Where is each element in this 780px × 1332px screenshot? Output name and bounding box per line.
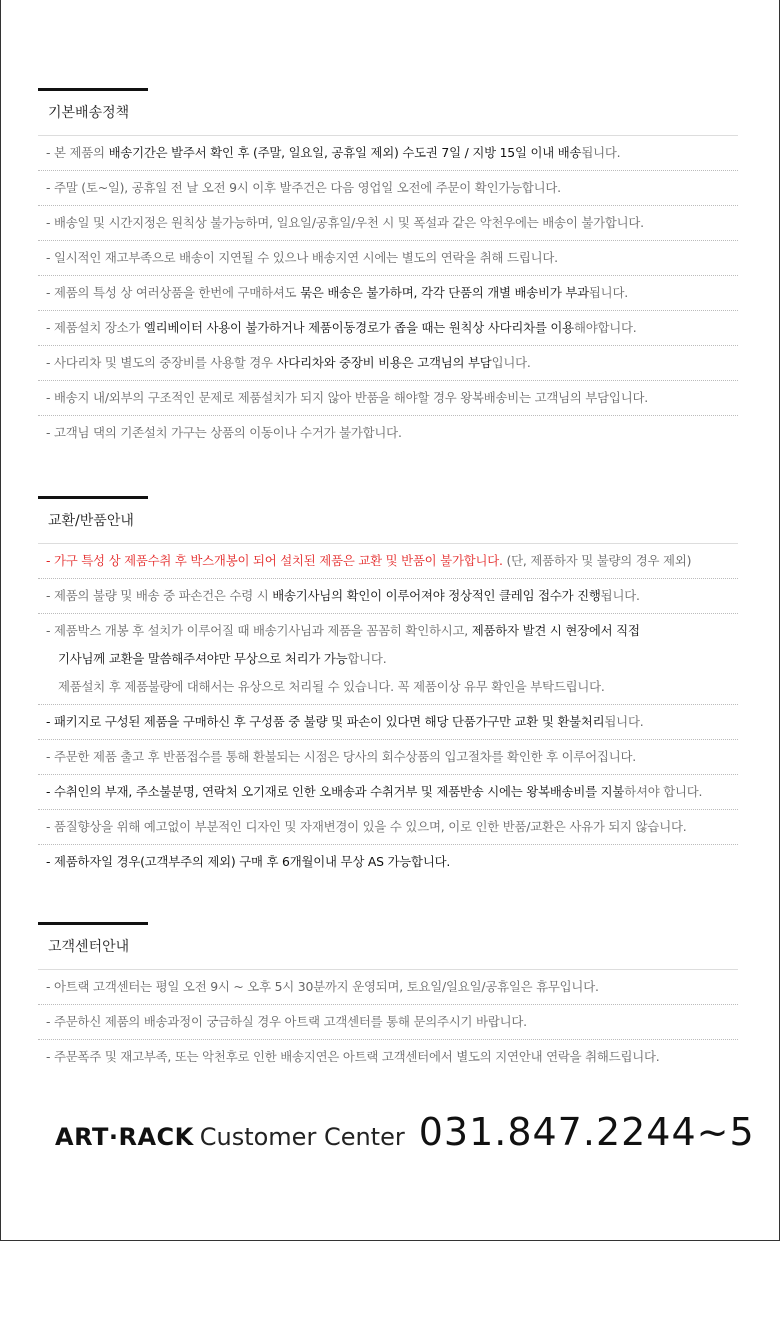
list-item: - 주말 (토~일), 공휴일 전 날 오전 9시 이후 발주건은 다음 영업일 오전에 주문이 확인가능합니다. [38, 171, 738, 206]
customer-center-banner [55, 1110, 755, 1166]
list-item: - 아트랙 고객센터는 평일 오전 9시 ~ 오후 5시 30분까지 운영되며, 토요일/일요일/공휴일은 휴무입니다. [38, 970, 738, 1005]
section-title-bar [38, 496, 148, 499]
section-header [38, 88, 738, 136]
customer-center-label: Customer Center [199, 1123, 405, 1151]
list-item: - 패키지로 구성된 제품을 구매하신 후 구성품 중 불량 및 파손이 있다면 해당 단품가구만 교환 및 환불처리됩니다. [38, 705, 738, 740]
list-item-line: - 제품박스 개봉 후 설치가 이루어질 때 배송기사님과 제품을 꼼꼼히 확인하시고, 제품하자 발견 시 현장에서 직접 [46, 623, 640, 638]
section-divider [38, 135, 738, 136]
list-item: - 가구 특성 상 제품수취 후 박스개봉이 되어 설치된 제품은 교환 및 반품이 불가합니다. (단, 제품하자 및 불량의 경우 제외) [38, 544, 738, 579]
phone-number[interactable]: 031.847.2244~5 [418, 1110, 755, 1154]
section-header [38, 496, 738, 544]
section-divider [38, 969, 738, 970]
list-item: - 배송일 및 시간지정은 원칙상 불가능하며, 일요일/공휴일/우천 시 및 폭설과 같은 악천우에는 배송이 불가합니다. [38, 206, 738, 241]
section-header [38, 922, 738, 970]
list-item: - 품질향상을 위해 예고없이 부분적인 디자인 및 자재변경이 있을 수 있으며, 이로 인한 반품/교환은 사유가 되지 않습니다. [38, 810, 738, 845]
list-item: - 수취인의 부재, 주소불분명, 연락처 오기재로 인한 오배송과 수취거부 및 제품반송 시에는 왕복배송비를 지불하셔야 합니다. [38, 775, 738, 810]
list-item: - 주문한 제품 출고 후 반품접수를 통해 환불되는 시점은 당사의 회수상품의 입고절차를 확인한 후 이루어집니다. [38, 740, 738, 775]
list-item: - 본 제품의 배송기간은 발주서 확인 후 (주말, 일요일, 공휴일 제외) 수도권 7일 / 지방 15일 이내 배송됩니다. [38, 136, 738, 171]
list-item: - 주문폭주 및 재고부족, 또는 악천후로 인한 배송지연은 아트랙 고객센터에서 별도의 지연안내 연락을 취해드립니다. [46, 1049, 660, 1064]
section-title: 기본배송정책 [48, 105, 130, 121]
list-item [38, 614, 738, 705]
exchange-return-list [38, 544, 738, 879]
section-title-bar [38, 922, 148, 925]
section-customer-center [38, 922, 738, 1074]
list-item: - 제품의 불량 및 배송 중 파손건은 수령 시 배송기사님의 확인이 이루어져야 정상적인 클레임 접수가 진행됩니다. [38, 579, 738, 614]
section-title-bar [38, 88, 148, 91]
list-item: - 제품하자일 경우(고객부주의 제외) 구매 후 6개월이내 무상 AS 가능합니다. [46, 854, 451, 869]
list-item-line: 기사님께 교환을 말씀해주셔야만 무상으로 처리가 가능합니다. [58, 651, 387, 666]
shipping-policy-list [38, 136, 738, 450]
customer-center-list [38, 970, 738, 1074]
section-title: 교환/반품안내 [48, 513, 134, 529]
section-title: 고객센터안내 [48, 939, 130, 955]
list-item: - 일시적인 재고부족으로 배송이 지연될 수 있으나 배송지연 시에는 별도의 연락을 취해 드립니다. [38, 241, 738, 276]
section-shipping-policy [38, 88, 738, 450]
list-item: - 주문하신 제품의 배송과정이 궁금하실 경우 아트랙 고객센터를 통해 문의주시기 바랍니다. [38, 1005, 738, 1040]
list-item: - 제품설치 장소가 엘리베이터 사용이 불가하거나 제품이동경로가 좁을 때는 원칙상 사다리차를 이용해야합니다. [38, 311, 738, 346]
list-item: - 배송지 내/외부의 구조적인 문제로 제품설치가 되지 않아 반품을 해야할 경우 왕복배송비는 고객님의 부담입니다. [38, 381, 738, 416]
list-item: - 사다리차 및 별도의 중장비를 사용할 경우 사다리차와 중장비 비용은 고객님의 부담입니다. [38, 346, 738, 381]
list-item-line: 제품설치 후 제품불량에 대해서는 유상으로 처리될 수 있습니다. 꼭 제품이상 유무 확인을 부탁드립니다. [58, 679, 605, 694]
list-item: - 제품의 특성 상 여러상품을 한번에 구매하셔도 묶은 배송은 불가하며, 각각 단품의 개별 배송비가 부과됩니다. [38, 276, 738, 311]
section-exchange-return [38, 496, 738, 879]
brand-name: ART·RACK [55, 1123, 194, 1151]
section-divider [38, 543, 738, 544]
list-item: - 고객님 댁의 기존설치 가구는 상품의 이동이나 수거가 불가합니다. [46, 425, 402, 440]
